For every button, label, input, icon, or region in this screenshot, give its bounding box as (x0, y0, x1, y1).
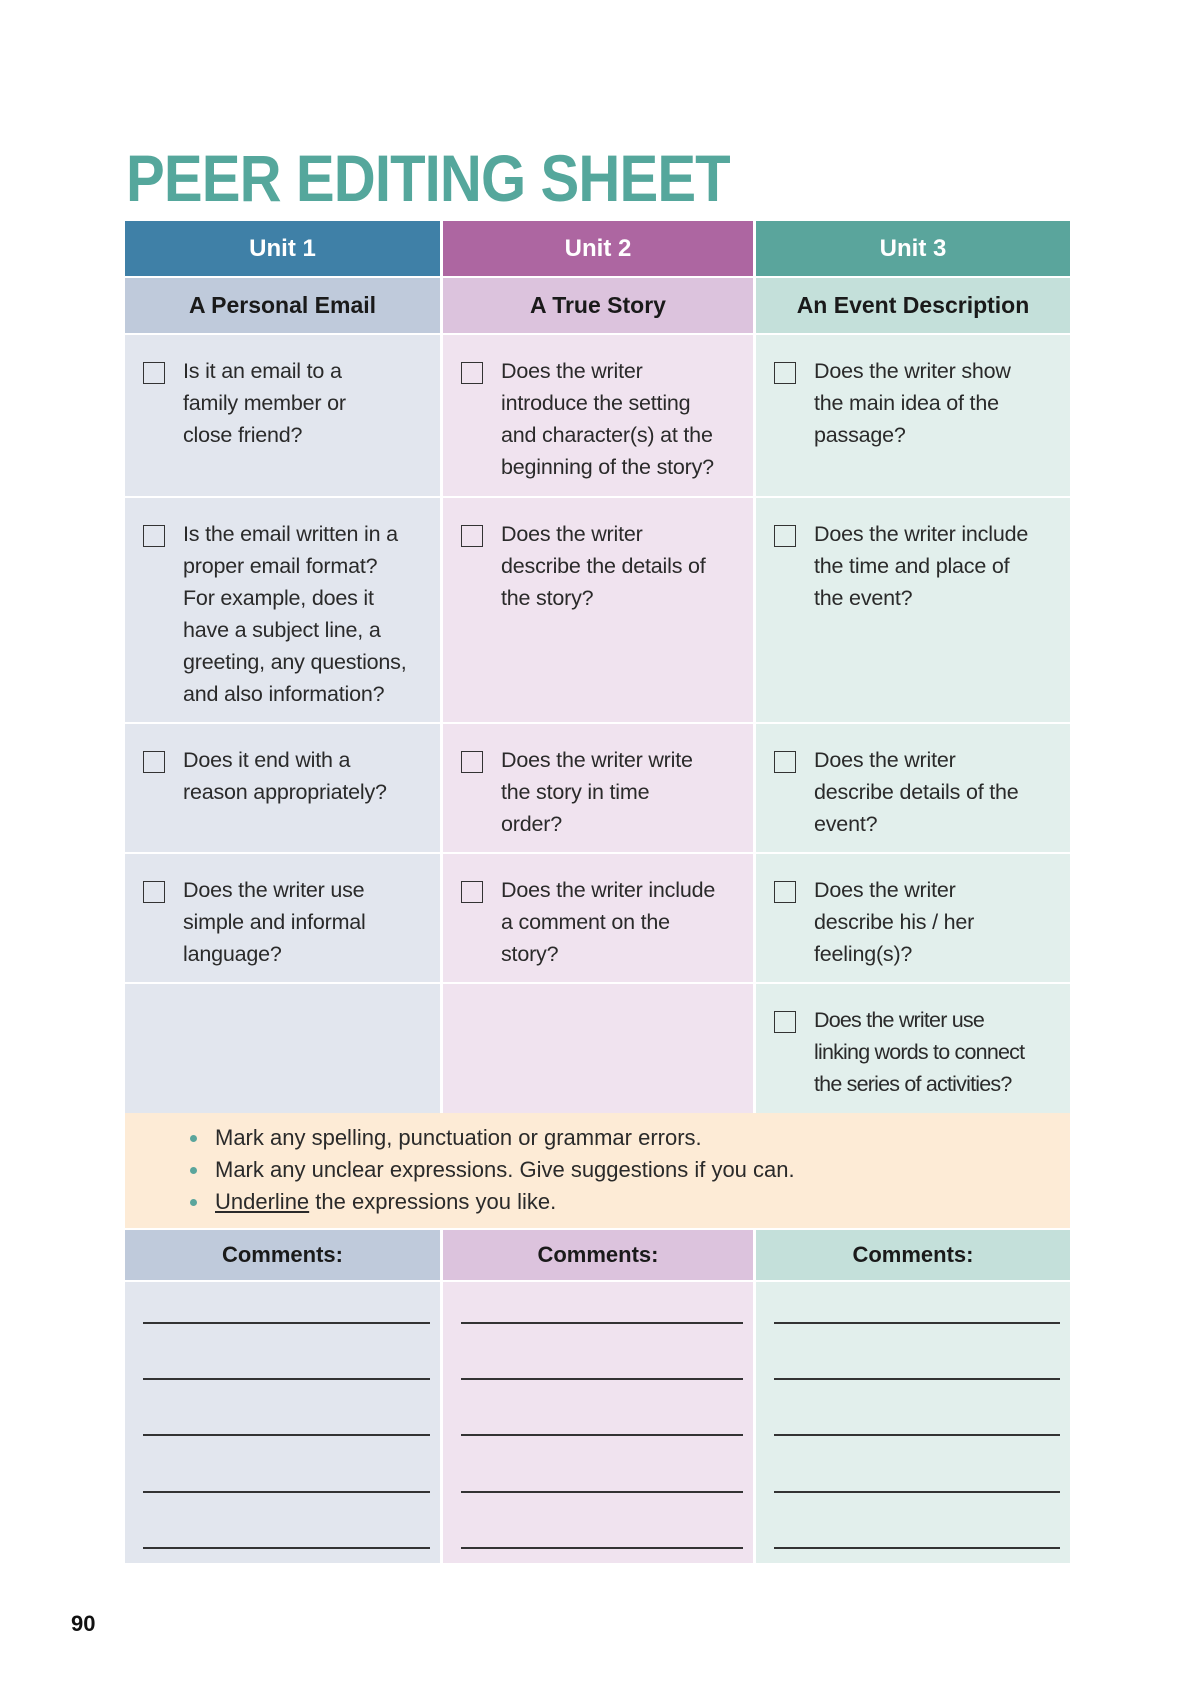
checklist-item (443, 724, 753, 852)
checklist-item (125, 724, 440, 852)
checklist-item (756, 984, 1070, 1113)
writing-line (774, 1434, 1060, 1436)
checklist-item-text: Does the writer use simple and informal language? (183, 878, 366, 966)
unit-1-header: Unit 1 (125, 221, 440, 276)
peer-editing-table (125, 221, 1070, 1563)
unit-2-header: Unit 2 (443, 221, 753, 276)
writing-line (143, 1491, 430, 1493)
checklist-item (443, 498, 753, 722)
checklist-item (756, 854, 1070, 982)
comments-area-unit-3[interactable] (756, 1282, 1070, 1563)
checkbox[interactable] (461, 362, 483, 384)
checklist-item-text: Does the writer write the story in time order? (501, 748, 693, 836)
writing-line (461, 1322, 743, 1324)
writing-line (461, 1378, 743, 1380)
checklist-item-text: Does the writer include a comment on the story? (501, 878, 716, 966)
unit-3-header: Unit 3 (756, 221, 1070, 276)
comments-label-unit-3: Comments: (756, 1230, 1070, 1280)
instruction-item (185, 1154, 795, 1186)
checklist-item-text: Is it an email to a family member or close friend? (183, 359, 346, 447)
unit-3-topic: An Event Description (756, 278, 1070, 333)
checklist-item (443, 335, 753, 496)
checkbox[interactable] (774, 1011, 796, 1033)
checklist-item-text: Is the email written in a proper email format? For example, does it have a subject line, a greeting, any questions, and also information? (183, 522, 407, 706)
checklist-item (125, 335, 440, 496)
empty-cell (443, 984, 753, 1113)
checklist-item-text: Does the writer introduce the setting and character(s) at the beginning of the story? (501, 359, 714, 479)
checklist-item-text: Does the writer use linking words to connect the series of activities? (814, 1008, 1025, 1096)
instruction-text: Mark any spelling, punctuation or grammar errors. (215, 1125, 702, 1150)
checkbox[interactable] (143, 751, 165, 773)
checklist-item-text: Does it end with a reason appropriately? (183, 748, 387, 804)
page-number: 90 (71, 1611, 96, 1636)
checkbox[interactable] (774, 881, 796, 903)
comments-label-unit-2: Comments: (443, 1230, 753, 1280)
empty-cell (125, 984, 440, 1113)
checklist-item-text: Does the writer show the main idea of the passage? (814, 359, 1011, 447)
writing-line (143, 1322, 430, 1324)
writing-line (774, 1547, 1060, 1549)
checkbox[interactable] (461, 525, 483, 547)
writing-line (774, 1378, 1060, 1380)
checklist-item-text: Does the writer describe his / her feeling(s)? (814, 878, 975, 966)
checkbox[interactable] (143, 881, 165, 903)
checkbox[interactable] (461, 751, 483, 773)
checklist-item (756, 335, 1070, 496)
writing-line (143, 1547, 430, 1549)
checkbox[interactable] (461, 881, 483, 903)
checkbox[interactable] (774, 362, 796, 384)
checklist-item (756, 724, 1070, 852)
instruction-text: the expressions you like. (309, 1189, 557, 1214)
instruction-item (185, 1122, 795, 1154)
checklist-item-text: Does the writer include the time and place of the event? (814, 522, 1029, 610)
checkbox[interactable] (774, 751, 796, 773)
checklist-item (443, 854, 753, 982)
writing-line (774, 1491, 1060, 1493)
checklist-item-text: Does the writer describe the details of the story? (501, 522, 706, 610)
comments-area-unit-2[interactable] (443, 1282, 753, 1563)
editing-instructions (125, 1113, 1070, 1228)
underlined-word: Underline (215, 1189, 310, 1214)
comments-area-unit-1[interactable] (125, 1282, 440, 1563)
writing-line (774, 1322, 1060, 1324)
instruction-text: Mark any unclear expressions. Give suggestions if you can. (215, 1157, 795, 1182)
checkbox[interactable] (774, 525, 796, 547)
instruction-item (185, 1186, 795, 1218)
checklist-item (125, 498, 440, 722)
checklist-item-text: Does the writer describe details of the event? (814, 748, 1019, 836)
comments-label-unit-1: Comments: (125, 1230, 440, 1280)
unit-1-topic: A Personal Email (125, 278, 440, 333)
writing-line (143, 1434, 430, 1436)
checklist-item (756, 498, 1070, 722)
checklist-item (125, 854, 440, 982)
bullet-icon (190, 1167, 197, 1174)
writing-line (461, 1434, 743, 1436)
checkbox[interactable] (143, 525, 165, 547)
unit-2-topic: A True Story (443, 278, 753, 333)
writing-line (461, 1547, 743, 1549)
bullet-icon (190, 1135, 197, 1142)
writing-line (461, 1491, 743, 1493)
bullet-icon (190, 1199, 197, 1206)
writing-line (143, 1378, 430, 1380)
page-title: PEER EDITING SHEET (126, 141, 730, 215)
checkbox[interactable] (143, 362, 165, 384)
